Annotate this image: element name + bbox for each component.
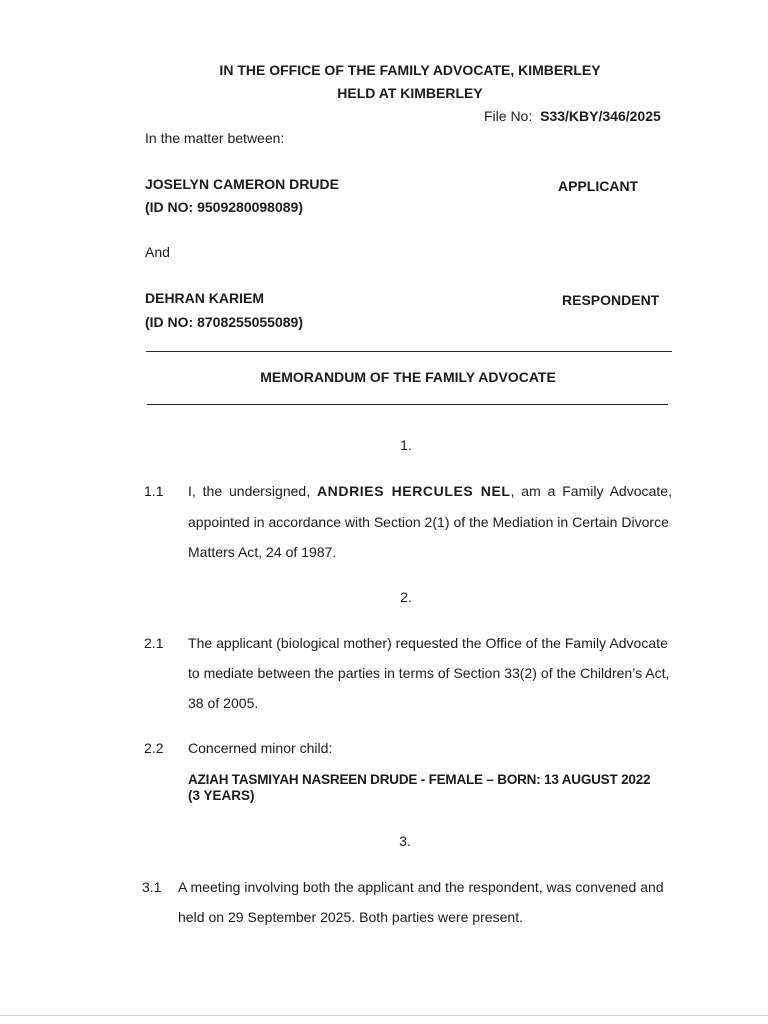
applicant-role: APPLICANT	[558, 178, 639, 194]
paragraph-2-1-line-2: to mediate between the parties in terms of Section 33(2) of the Children’s Act,	[188, 665, 670, 681]
held-at-heading: HELD AT KIMBERLEY	[337, 85, 483, 101]
memorandum-title: MEMORANDUM OF THE FAMILY ADVOCATE	[260, 369, 556, 385]
and-conjunction: And	[145, 244, 170, 260]
paragraph-1-1-number: 1.1	[144, 483, 164, 499]
paragraph-2-1-line-3: 38 of 2005.	[188, 695, 259, 711]
child-details-line-2: (3 YEARS)	[188, 788, 255, 803]
office-heading: IN THE OFFICE OF THE FAMILY ADVOCATE, KIMBERLEY	[219, 62, 601, 78]
paragraph-1-1-text-post: , am a Family Advocate,	[510, 483, 673, 499]
title-top-rule	[146, 351, 672, 352]
paragraph-3-1-line-1: A meeting involving both the applicant and the respondent, was convened and	[178, 879, 664, 895]
page-edge-line	[0, 1015, 768, 1016]
respondent-role: RESPONDENT	[562, 292, 660, 308]
child-details-line-1: AZIAH TASMIYAH NASREEN DRUDE - FEMALE – BORN: 13 AUGUST 2022	[188, 772, 651, 787]
section-1-number: 1.	[400, 437, 412, 453]
title-bottom-rule	[147, 404, 668, 405]
file-number-line	[484, 108, 661, 124]
paragraph-1-1-text-pre: I, the undersigned,	[188, 483, 317, 499]
paragraph-3-1-line-2: held on 29 September 2025. Both parties were present.	[178, 909, 524, 925]
file-number-label: File No:	[484, 108, 533, 124]
applicant-id: (ID NO: 9509280098089)	[145, 199, 303, 215]
advocate-name: ANDRIES HERCULES NEL	[316, 483, 511, 499]
applicant-name: JOSELYN CAMERON DRUDE	[145, 176, 339, 192]
section-2-number: 2.	[400, 589, 412, 605]
paragraph-1-1-line-2: appointed in accordance with Section 2(1) of the Mediation in Certain Divorce	[188, 514, 669, 530]
section-3-number: 3.	[399, 833, 411, 849]
paragraph-3-1-number: 3.1	[142, 879, 162, 895]
paragraph-1-1-line-3: Matters Act, 24 of 1987.	[188, 544, 337, 560]
paragraph-2-1-number: 2.1	[144, 635, 164, 651]
respondent-name: DEHRAN KARIEM	[145, 290, 264, 306]
paragraph-2-2-line-1: Concerned minor child:	[188, 740, 333, 756]
matter-intro: In the matter between:	[145, 130, 285, 146]
respondent-id: (ID NO: 8708255055089)	[145, 314, 303, 330]
file-number-value: S33/KBY/346/2025	[540, 108, 661, 124]
paragraph-2-2-number: 2.2	[144, 740, 164, 756]
paragraph-1-1-line-1	[188, 483, 672, 499]
paragraph-2-1-line-1: The applicant (biological mother) requested the Office of the Family Advocate	[188, 635, 668, 651]
